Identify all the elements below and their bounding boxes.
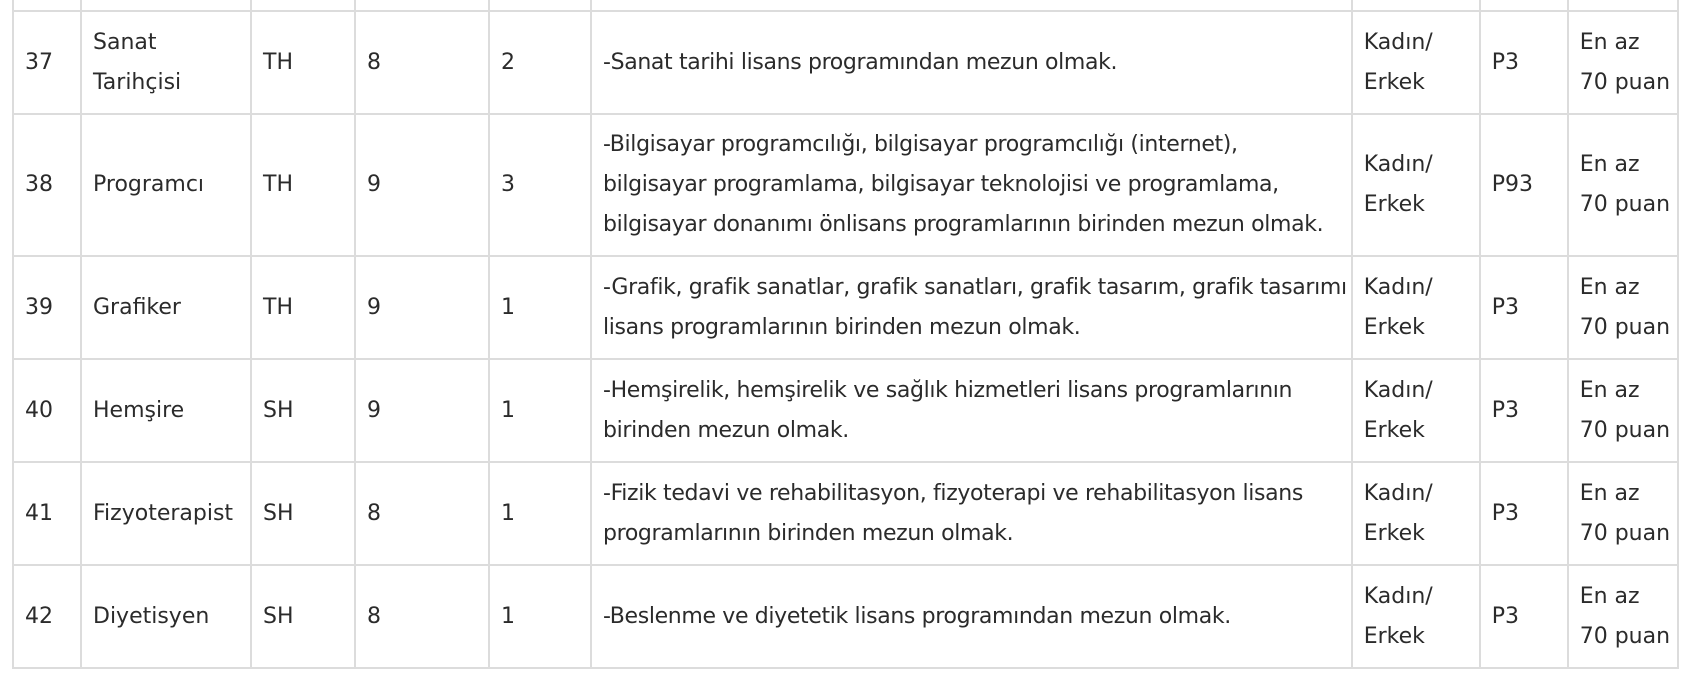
gender-line: Kadın/	[1363, 377, 1433, 403]
position-count: 1	[489, 256, 591, 359]
service-class: SH	[251, 359, 355, 462]
grade: 9	[355, 256, 489, 359]
row-number: 42	[13, 565, 81, 668]
score-type: P3	[1480, 11, 1568, 114]
requirement-line: programlarının birinden mezun olmak.	[603, 520, 1014, 546]
grade: 9	[355, 359, 489, 462]
table-row	[13, 462, 1678, 565]
table-row-previous-partial	[13, 0, 1678, 11]
requirements	[591, 11, 1352, 114]
requirement-line: -Grafik, grafik sanatlar, grafik sanatları, grafik tasarım, grafik tasarımı	[603, 274, 1347, 300]
min-score-line: En az	[1579, 152, 1640, 177]
service-class: TH	[251, 11, 355, 114]
gender	[1352, 565, 1480, 668]
table-cell	[251, 0, 355, 11]
min-score	[1568, 114, 1678, 256]
requirement-line: -Beslenme ve diyetetik lisans programından mezun olmak.	[603, 603, 1231, 629]
positions-table	[12, 0, 1679, 669]
requirement-line: -Sanat tarihi lisans programından mezun olmak.	[603, 49, 1118, 75]
position-title-line: Tarihçisi	[93, 69, 182, 95]
service-class: TH	[251, 256, 355, 359]
min-score-line: En az	[1579, 480, 1640, 506]
position-title-line: Grafiker	[93, 294, 181, 320]
gender	[1352, 359, 1480, 462]
min-score	[1568, 256, 1678, 359]
requirement-line: -Hemşirelik, hemşirelik ve sağlık hizmetleri lisans programlarının	[603, 377, 1293, 403]
position-title	[81, 256, 251, 359]
row-number: 40	[13, 359, 81, 462]
row-number: 41	[13, 462, 81, 565]
position-title	[81, 114, 251, 256]
gender-line: Kadın/	[1363, 583, 1433, 609]
min-score-line: En az	[1579, 377, 1640, 403]
table-cell	[1352, 0, 1480, 11]
service-class: SH	[251, 565, 355, 668]
service-class: TH	[251, 114, 355, 256]
requirements	[591, 114, 1352, 256]
gender	[1352, 114, 1480, 256]
position-count: 1	[489, 359, 591, 462]
position-title-line: Sanat	[93, 29, 157, 55]
requirement-line: -Fizik tedavi ve rehabilitasyon, fizyoterapi ve rehabilitasyon lisans	[603, 480, 1304, 506]
min-score-line: 70 puan	[1579, 314, 1671, 340]
table-cell	[13, 0, 81, 11]
gender	[1352, 11, 1480, 114]
grade: 9	[355, 114, 489, 256]
gender-line: Kadın/	[1363, 480, 1433, 506]
gender-line: Kadın/	[1363, 274, 1433, 300]
gender-line: Erkek	[1363, 314, 1425, 340]
table-cell	[591, 0, 1352, 11]
table-row	[13, 114, 1678, 256]
requirement-line: birinden mezun olmak.	[603, 417, 849, 443]
table-cell	[1568, 0, 1678, 11]
position-count: 2	[489, 11, 591, 114]
min-score	[1568, 359, 1678, 462]
table-row	[13, 565, 1678, 668]
requirements	[591, 462, 1352, 565]
position-title	[81, 565, 251, 668]
position-title-line: Programcı	[93, 172, 205, 197]
min-score-line: 70 puan	[1579, 192, 1671, 217]
min-score-line: En az	[1579, 583, 1640, 609]
position-title-line: Diyetisyen	[93, 603, 210, 629]
min-score-line: En az	[1579, 274, 1640, 300]
row-number: 38	[13, 114, 81, 256]
position-title	[81, 462, 251, 565]
table-cell	[355, 0, 489, 11]
requirements	[591, 565, 1352, 668]
min-score	[1568, 11, 1678, 114]
requirement-line: -Bilgisayar programcılığı, bilgisayar programcılığı (internet),	[603, 132, 1238, 157]
service-class: SH	[251, 462, 355, 565]
score-type: P93	[1480, 114, 1568, 256]
position-title-line: Hemşire	[93, 397, 185, 423]
table-row	[13, 11, 1678, 114]
table-cell	[81, 0, 251, 11]
gender-line: Erkek	[1363, 623, 1425, 649]
position-title	[81, 11, 251, 114]
min-score-line: 70 puan	[1579, 623, 1671, 649]
grade: 8	[355, 11, 489, 114]
min-score-line: En az	[1579, 29, 1640, 55]
row-number: 37	[13, 11, 81, 114]
min-score-line: 70 puan	[1579, 69, 1671, 95]
position-count: 1	[489, 462, 591, 565]
requirement-line: lisans programlarının birinden mezun olmak.	[603, 314, 1081, 340]
gender-line: Erkek	[1363, 520, 1425, 546]
requirements	[591, 256, 1352, 359]
gender-line: Kadın/	[1363, 152, 1433, 177]
gender	[1352, 462, 1480, 565]
position-title-line: Fizyoterapist	[93, 500, 234, 526]
table-row	[13, 256, 1678, 359]
gender-line: Erkek	[1363, 417, 1425, 443]
gender-line: Erkek	[1363, 192, 1425, 217]
requirement-line: bilgisayar donanımı önlisans programlarının birinden mezun olmak.	[603, 212, 1324, 237]
grade: 8	[355, 565, 489, 668]
score-type: P3	[1480, 565, 1568, 668]
table-cell	[1480, 0, 1568, 11]
position-count: 1	[489, 565, 591, 668]
min-score	[1568, 565, 1678, 668]
grade: 8	[355, 462, 489, 565]
requirement-line: bilgisayar programlama, bilgisayar teknolojisi ve programlama,	[603, 172, 1279, 197]
table-cell	[489, 0, 591, 11]
table-row	[13, 359, 1678, 462]
gender-line: Kadın/	[1363, 29, 1433, 55]
score-type: P3	[1480, 462, 1568, 565]
min-score	[1568, 462, 1678, 565]
gender	[1352, 256, 1480, 359]
requirements	[591, 359, 1352, 462]
position-count: 3	[489, 114, 591, 256]
score-type: P3	[1480, 359, 1568, 462]
row-number: 39	[13, 256, 81, 359]
gender-line: Erkek	[1363, 69, 1425, 95]
min-score-line: 70 puan	[1579, 417, 1671, 443]
score-type: P3	[1480, 256, 1568, 359]
position-title	[81, 359, 251, 462]
min-score-line: 70 puan	[1579, 520, 1671, 546]
